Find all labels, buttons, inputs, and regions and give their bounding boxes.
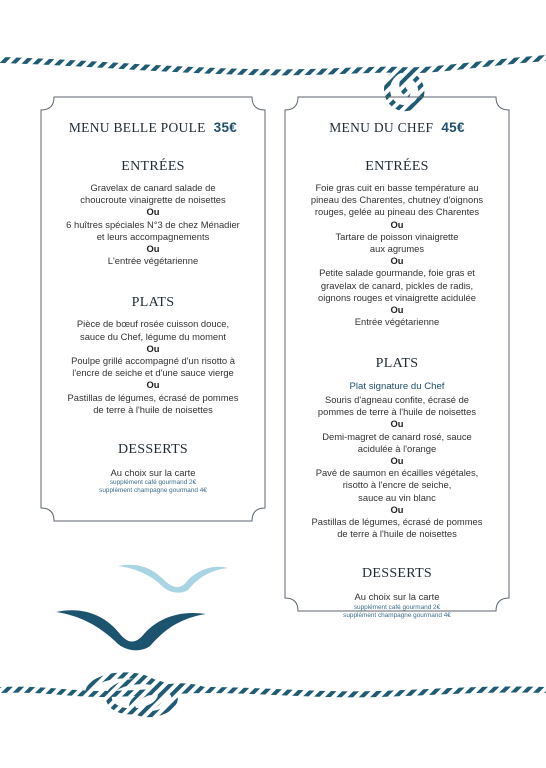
left-plat-line: Pièce de bœuf rosée cuisson douce, [76,318,230,330]
right-entree-line: aux agrumes [369,243,425,255]
right-plat-line: Pavé de saumon en écailles végétales, [315,467,479,479]
right-entree-line: rouges, gelée au pineau des Charentes [314,206,480,218]
right-plat-or: Ou [390,454,404,466]
right-menu-title [288,120,506,136]
right-plat-or: Ou [390,503,404,515]
left-supplement: supplément café gourmand 2€ [109,479,197,487]
right-plat-line: sauce au vin blanc [358,491,436,503]
right-entree-line: pineau des Charentes, chutney d'oignons [310,194,484,206]
left-entrees-heading: ENTRÉES [121,159,185,174]
right-plat-line: Demi-magret de canard rosé, sauce [322,430,472,442]
left-plat-line: l'encre de seiche et d'une sauce vierge [72,367,234,379]
right-menu-name: MENU DU CHEF [329,120,434,135]
left-plat-or: Ou [146,379,160,391]
right-entree-line: Foie gras cuit en basse température au [315,182,479,193]
dark-seagull-icon [56,604,206,652]
right-plat-line: acidulée à l'orange [357,442,437,454]
right-plat-line: Souris d'agneau confite, écrasé de [324,393,470,405]
left-plat-line: sauce du Chef, légume du moment [80,330,226,342]
right-entree-line: Entrée végétarienne [354,316,440,328]
right-plat-line: Pastillas de légumes, écrasé de pommes [311,515,483,527]
left-entree-line: 6 huîtres spéciales N°3 de chez Ménadier [66,218,240,230]
right-entree-line: oignons rouges et vinaigrette acidulée [318,291,476,303]
right-supplement: supplément champagne gourmand 4€ [343,611,451,619]
left-menu-name: MENU BELLE POULE [68,120,206,135]
right-signature-dish: Plat signature du Chef [349,381,445,393]
right-entree-line: gravelax de canard, pickles de radis, [320,279,474,291]
right-dessert-line: Au choix sur la carte [354,591,440,603]
right-entree-or: Ou [390,304,404,316]
right-plats-heading: PLATS [375,356,419,372]
right-supplement: supplément café gourmand 2€ [353,603,441,611]
left-menu-price: 35€ [213,120,238,135]
right-plat-line: pommes de terre à l'huile de noisettes [317,406,477,418]
right-entree-or: Ou [390,255,404,267]
left-supplement: supplément champagne gourmand 4€ [99,487,207,495]
left-menu [44,120,262,495]
rope-bottom [0,660,546,740]
left-dessert-line: Au choix sur la carte [110,467,196,479]
light-seagull-icon [118,560,228,594]
right-menu-price: 45€ [441,120,465,135]
left-entree-line: Gravelax de canard salade de [90,182,216,193]
right-entree-line: Tartare de poisson vinaigrette [335,230,459,242]
left-plat-line: de terre à l'huile de noisettes [93,403,213,415]
left-plat-or: Ou [146,342,160,354]
right-entree-line: Petite salade gourmande, foie gras et [319,267,475,279]
left-entree-line: et leurs accompagnements [96,230,210,242]
right-plat-or: Ou [390,418,404,430]
right-plat-line: de terre à l'huile de noisettes [337,528,457,540]
left-entree-line: L'entrée végétarienne [107,255,199,267]
left-entree-or: Ou [146,206,160,218]
left-desserts-heading: DESSERTS [117,442,189,458]
left-plat-line: Pastillas de légumes, écrasé de pommes [67,391,239,403]
right-desserts-heading: DESSERTS [361,566,433,582]
right-plat-line: risotto à l'encre de seiche, [342,479,452,491]
left-entree-or: Ou [146,243,160,255]
right-entree-or: Ou [390,218,404,230]
right-entrees-heading: ENTRÉES [365,159,429,174]
left-plats-heading: PLATS [131,295,175,311]
left-plat-line: Poulpe grillé accompagné d'un risotto à [71,355,235,367]
left-menu-title [44,120,262,136]
left-entree-line: choucroute vinaigrette de noisettes [80,194,226,206]
right-menu [288,120,506,620]
